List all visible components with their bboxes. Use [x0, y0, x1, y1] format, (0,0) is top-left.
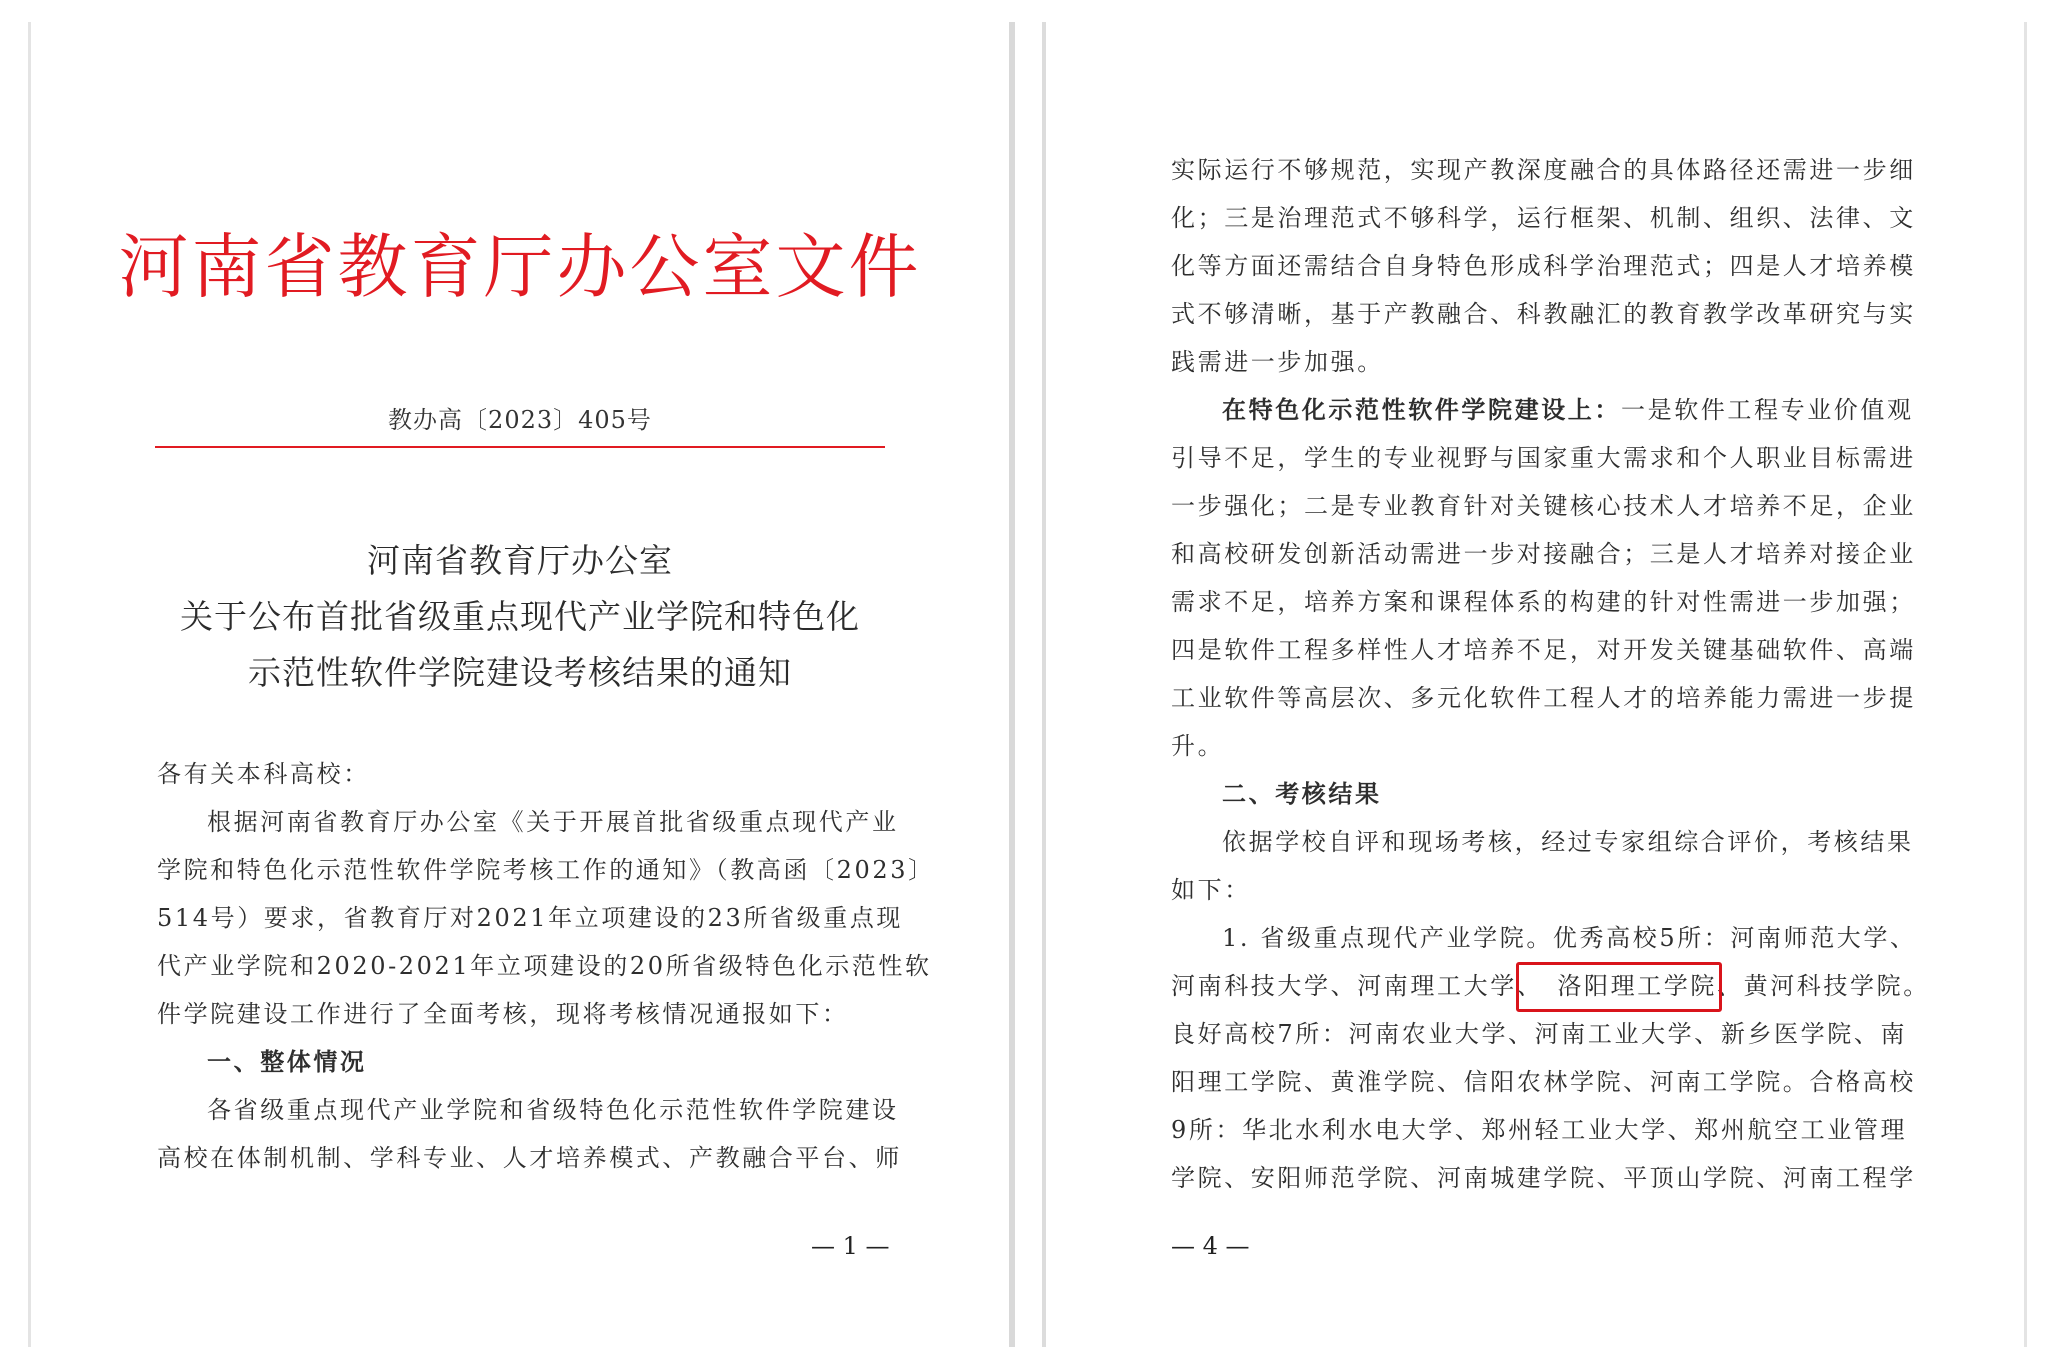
- paragraph-line: 实际运行不够规范，实现产教深度融合的具体路径还需进一步细: [1171, 156, 1916, 184]
- paragraph-line: 高校在体制机制、学科专业、人才培养模式、产教融合平台、师: [157, 1144, 902, 1172]
- section-heading: 一、整体情况: [207, 1047, 367, 1076]
- paragraph-line: 一步强化；二是专业教育针对关键核心技术人才培养不足，企业: [1171, 492, 1916, 520]
- paragraph-line: 和高校研发创新活动需进一步对接融合；三是人才培养对接企业: [1171, 540, 1916, 568]
- title-line-3: 示范性软件学院建设考核结果的通知: [248, 653, 792, 692]
- page-number: — 1 —: [811, 1232, 890, 1260]
- paragraph-line: 9所：华北水利水电大学、郑州轻工业大学、郑州航空工业管理: [1171, 1116, 1908, 1144]
- paragraph-line: 化；三是治理范式不够科学，运行框架、机制、组织、法律、文: [1171, 204, 1916, 232]
- red-divider: [155, 446, 885, 448]
- paragraph-line: 阳理工学院、黄淮学院、信阳农林学院、河南工学院。合格高校: [1171, 1068, 1916, 1096]
- paragraph-text: 一是软件工程专业价值观: [1621, 396, 1914, 424]
- page-gutter: [1015, 22, 1042, 1347]
- paragraph-line: 四是软件工程多样性人才培养不足，对开发关键基础软件、高端: [1171, 636, 1916, 664]
- bold-lead: 在特色化示范性软件学院建设上：: [1222, 395, 1621, 424]
- paragraph-text: 河南科技大学、河南理工大学、: [1171, 972, 1544, 1000]
- document-page-4: [1042, 22, 2027, 1347]
- document-page-1: [28, 22, 1015, 1347]
- title-line-2: 关于公布首批省级重点现代产业学院和特色化: [180, 597, 860, 636]
- title-line-1: 河南省教育厅办公室: [367, 541, 673, 580]
- paragraph-line: 学院、安阳师范学院、河南城建学院、平顶山学院、河南工程学: [1171, 1164, 1916, 1192]
- highlighted-school: 洛阳理工学院、: [1557, 972, 1744, 1000]
- paragraph-line: 引导不足，学生的专业视野与国家重大需求和个人职业目标需进: [1171, 444, 1916, 472]
- paragraph-line: 化等方面还需结合自身特色形成科学治理范式；四是人才培养模: [1171, 252, 1916, 280]
- paragraph-line: 需求不足，培养方案和课程体系的构建的针对性需进一步加强；: [1171, 588, 1916, 616]
- paragraph-line: 工业软件等高层次、多元化软件工程人才的培养能力需进一步提: [1171, 684, 1916, 712]
- paragraph-line: 践需进一步加强。: [1171, 348, 1384, 376]
- salutation: 各有关本科高校：: [157, 760, 370, 788]
- paragraph-line: 代产业学院和2020-2021年立项建设的20所省级特色化示范性软: [157, 952, 932, 980]
- paragraph-line: 式不够清晰，基于产教融合、科教融汇的教育教学改革研究与实: [1171, 300, 1916, 328]
- paragraph-line: 514号）要求，省教育厅对2021年立项建设的23所省级重点现: [157, 904, 904, 932]
- paragraph-line: [1222, 395, 1914, 424]
- paragraph-line: 良好高校7所：河南农业大学、河南工业大学、新乡医学院、南: [1171, 1020, 1908, 1048]
- section-heading: 二、考核结果: [1222, 779, 1382, 808]
- paragraph-line: 依据学校自评和现场考核，经过专家组综合评价，考核结果: [1222, 828, 1914, 856]
- paragraph-text: 黄河科技学院。: [1743, 972, 1930, 1000]
- paragraph-line: 升。: [1171, 732, 1225, 760]
- paragraph-line: 学院和特色化示范性软件学院考核工作的通知》（教高函〔2023〕: [157, 856, 935, 884]
- doc-number: 教办高〔2023〕405号: [388, 406, 652, 434]
- paragraph-line: 1. 省级重点现代产业学院。优秀高校5所：河南师范大学、: [1222, 924, 1917, 952]
- page-number: — 4 —: [1171, 1232, 1250, 1260]
- paragraph-line: 如下：: [1171, 876, 1251, 904]
- paragraph-line: 根据河南省教育厅办公室《关于开展首批省级重点现代产业: [207, 808, 899, 836]
- paragraph-line: 件学院建设工作进行了全面考核，现将考核情况通报如下：: [157, 1000, 849, 1028]
- paragraph-line: 各省级重点现代产业学院和省级特色化示范性软件学院建设: [207, 1096, 899, 1124]
- highlight-box: [1516, 962, 1722, 1012]
- red-header: 河南省教育厅办公室文件: [118, 226, 922, 308]
